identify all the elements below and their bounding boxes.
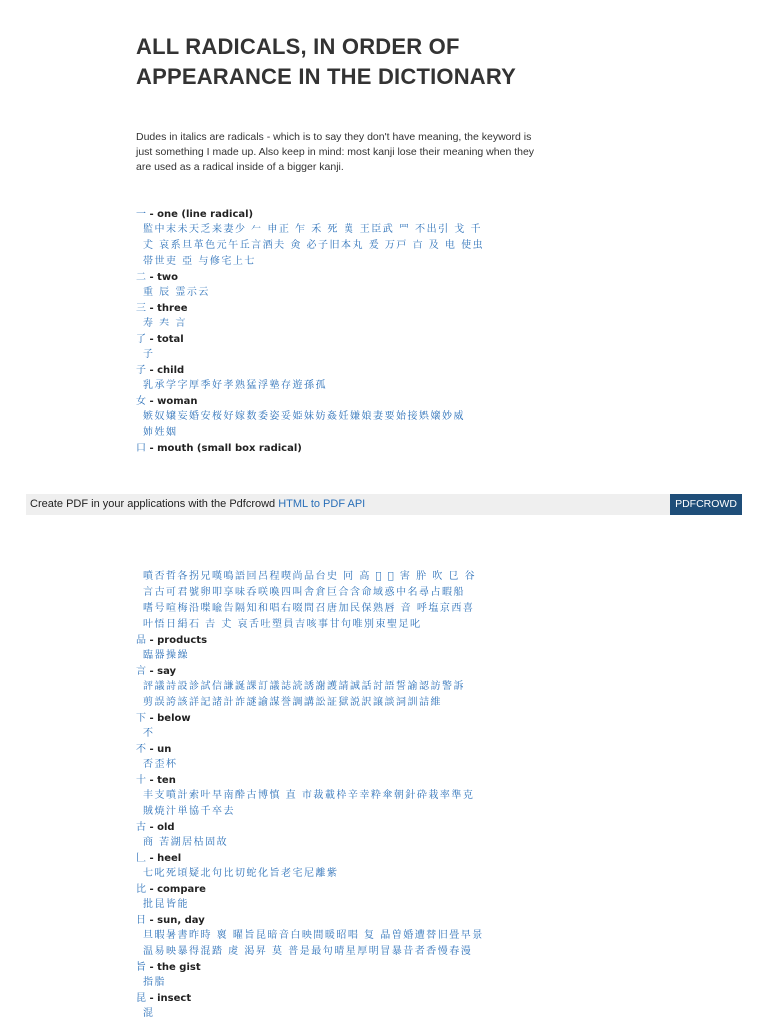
kanji-link-row[interactable]: 商 苦湖居枯固故 — [143, 837, 229, 848]
radical-keyword: child — [157, 365, 185, 376]
radical-keyword: heel — [157, 853, 182, 864]
radical-list-page-2 — [136, 569, 556, 1022]
kanji-link-row[interactable]: 批昆皆能 — [143, 899, 189, 910]
radical-keyword: one (line radical) — [157, 209, 254, 220]
radical-heading — [136, 742, 556, 757]
radical-section — [136, 332, 556, 363]
radical-character[interactable]: 日 — [136, 915, 146, 926]
kanji-link-row[interactable]: 姉姓姻 — [143, 427, 178, 438]
radical-separator: - — [146, 962, 158, 973]
radical-separator: - — [146, 272, 158, 283]
radical-keyword: old — [157, 822, 175, 833]
kanji-link-row[interactable]: 温易映暴得混踏 䖍 渇昇 莫 普是最句晴星厚明冒暴昔者香慢春漫 — [143, 946, 473, 957]
kanji-link-row[interactable]: 言古可君號卵叩享味呑咲喚四叫舎倉巨合含命域惑中名尋占暇船 — [143, 587, 465, 598]
radical-separator: - — [146, 666, 158, 677]
radical-separator: - — [146, 915, 158, 926]
radical-keyword: woman — [157, 396, 198, 407]
radical-character[interactable]: 言 — [136, 666, 146, 677]
radical-heading — [136, 301, 556, 316]
kanji-link-row[interactable]: 寿 𡗗 言 — [143, 318, 187, 329]
radical-character[interactable]: 𠃊 — [136, 853, 146, 864]
kanji-link-row[interactable]: 賊焼汁単協千卒去 — [143, 806, 235, 817]
radical-separator: - — [146, 396, 158, 407]
radical-keyword: three — [157, 303, 188, 314]
radical-keyword: below — [157, 713, 191, 724]
radical-separator: - — [146, 334, 158, 345]
kanji-link-row[interactable]: 剪誤誇該詳記諸計詐謎諭謀誉調講訟証獄説訳譲談詞訓詰維 — [143, 697, 442, 708]
radical-keyword: mouth (small box radical) — [157, 443, 302, 454]
kanji-link-row[interactable]: 𠀋 哀系旦革色元午丘言酒夫 㑒 必子旧本丸 爰 万戸 𣅀 及 电 使虫 — [143, 240, 485, 251]
radical-section — [136, 960, 556, 991]
radical-section — [136, 711, 556, 742]
kanji-link-row[interactable]: 七叱死頃疑北句比切蛇化旨老宅尼離紫 — [143, 868, 339, 879]
radical-heading — [136, 270, 556, 285]
kanji-link-row[interactable]: 混 — [143, 1008, 155, 1019]
radical-section — [136, 301, 556, 332]
kanji-link-row[interactable]: 嫉奴嬢妄婚安桜好嫁数委姿妥姫妹妨姦妊嫌娘妻要始接娯嬢妙威 — [143, 411, 465, 422]
kanji-link-row[interactable]: 重 辰 霊示云 — [143, 287, 210, 298]
radical-separator: - — [146, 853, 158, 864]
radical-keyword: two — [157, 272, 179, 283]
banner-text: Create PDF in your applications with the Pdfcrowd — [30, 498, 276, 510]
radical-heading — [136, 960, 556, 975]
kanji-link-row[interactable]: 評議詩設診試信謙誕課訂議誌読誘謝護請誠話討語誓諭認訪警訴 — [143, 681, 465, 692]
radical-character[interactable]: 子 — [136, 365, 146, 376]
radical-separator: - — [146, 993, 158, 1004]
radical-section — [136, 633, 556, 664]
radical-heading — [136, 332, 556, 347]
kanji-link-row[interactable]: 叶悟日絹石 𠮷 𠀋 哀舌吐塑員吉咳事甘句唯別束聖足叱 — [143, 619, 422, 630]
radical-section — [136, 441, 556, 456]
radical-heading — [136, 633, 556, 648]
kanji-link-row[interactable]: 帯世吏 亞 与修宅上七 — [143, 256, 256, 267]
radical-heading — [136, 441, 556, 456]
radical-keyword: compare — [157, 884, 206, 895]
html-to-pdf-link[interactable]: HTML to PDF API — [278, 498, 366, 510]
kanji-link-row[interactable]: 丰支噴計索叶早南酔古博慎 直 市裁載枠辛幸粋傘朝針砕栽率準克 — [143, 790, 475, 801]
radical-section — [136, 913, 556, 960]
radical-character[interactable]: 口 — [136, 443, 146, 454]
radical-heading — [136, 363, 556, 378]
radical-separator: - — [146, 303, 158, 314]
kanji-link-row[interactable]: 監中末未天乏来妻少 𠂉 申正 乍 禾 死 𦰩 王臣武 罒 不出引 戈 千 — [143, 224, 482, 235]
radical-character[interactable]: 十 — [136, 775, 146, 786]
radical-character[interactable]: 女 — [136, 396, 146, 407]
kanji-link-row[interactable]: 旦暇暑書昨時 褱 曜旨昆暗音白映間暖昭唱 复 晶曽婚遭替旧畳早景 — [143, 930, 484, 941]
radical-section — [136, 882, 556, 913]
pdfcrowd-banner — [26, 494, 742, 515]
radical-list-page-1 — [136, 207, 556, 456]
page-title: ALL RADICALS, IN ORDER OF APPEARANCE IN THE DICTIONARY — [136, 34, 517, 89]
radical-section — [136, 363, 556, 394]
radical-heading — [136, 664, 556, 679]
radical-keyword: insect — [157, 993, 192, 1004]
radical-section — [136, 207, 556, 270]
radical-separator: - — [146, 744, 158, 755]
radical-heading — [136, 913, 556, 928]
radical-character[interactable]: 比 — [136, 884, 146, 895]
kanji-link-row[interactable]: 乳承学字厚季好孝熟猛浮塾存遊孫孤 — [143, 380, 327, 391]
radical-heading — [136, 207, 556, 222]
radical-heading — [136, 773, 556, 788]
radical-character[interactable]: 二 — [136, 272, 146, 283]
radical-character[interactable]: 不 — [136, 744, 146, 755]
radical-keyword: ten — [157, 775, 176, 786]
radical-heading — [136, 711, 556, 726]
radical-heading — [136, 991, 556, 1006]
pdfcrowd-button[interactable]: PDFCROWD — [670, 494, 742, 515]
kanji-link-row[interactable]: 臨器操繰 — [143, 650, 189, 661]
radical-character[interactable]: 古 — [136, 822, 146, 833]
radical-character[interactable]: 一 — [136, 209, 146, 220]
radical-keyword: un — [157, 744, 172, 755]
radical-separator: - — [146, 443, 158, 454]
radical-section — [136, 851, 556, 882]
radical-section — [136, 742, 556, 773]
kanji-link-row[interactable]: 嗜号喧梅沿喋喩告隔知和唱右啜問召唐加民保熟唇 音 呼塩京西喜 — [143, 603, 475, 614]
radical-section — [136, 773, 556, 820]
radical-character[interactable]: 品 — [136, 635, 146, 646]
kanji-link-row[interactable]: 指脂 — [143, 977, 166, 988]
radical-separator: - — [146, 635, 158, 646]
radical-section — [136, 820, 556, 851]
kanji-link-row[interactable]: 噴否哲各拐兄嘆鳴語回呂程喫尚品台史 冋 高 𦎫 𣅀 害 肸 吹 㔾 谷 — [143, 571, 477, 582]
radical-section — [136, 270, 556, 301]
radical-section — [136, 394, 556, 441]
radical-section — [136, 991, 556, 1022]
radical-separator: - — [146, 209, 158, 220]
radical-separator: - — [146, 365, 158, 376]
radical-separator: - — [146, 822, 158, 833]
radical-separator: - — [146, 884, 158, 895]
kanji-link-row[interactable]: 子 — [143, 349, 155, 360]
radical-character[interactable]: 下 — [136, 713, 146, 724]
radical-heading — [136, 851, 556, 866]
radical-separator: - — [146, 713, 158, 724]
radical-character[interactable]: 了 — [136, 334, 146, 345]
radical-keyword: sun, day — [157, 915, 205, 926]
radical-section — [136, 664, 556, 711]
radical-keyword: products — [157, 635, 208, 646]
radical-keyword: say — [157, 666, 177, 677]
radical-section — [136, 569, 556, 633]
radical-character[interactable]: 昆 — [136, 993, 146, 1004]
kanji-link-row[interactable]: 不 — [143, 728, 155, 739]
radical-character[interactable]: 三 — [136, 303, 146, 314]
radical-keyword: total — [157, 334, 184, 345]
radical-separator: - — [146, 775, 158, 786]
radical-keyword: the gist — [157, 962, 201, 973]
radical-heading — [136, 394, 556, 409]
kanji-link-row[interactable]: 否歪杯 — [143, 759, 178, 770]
radical-heading — [136, 882, 556, 897]
intro-paragraph: Dudes in italics are radicals - which is to say they don't have meaning, the keyword is just something I made up. Also keep in mind: most kanji lose their meaning when they are used as a radical inside of a bigger kanji. — [136, 131, 535, 173]
radical-heading — [136, 820, 556, 835]
radical-character[interactable]: 旨 — [136, 962, 146, 973]
